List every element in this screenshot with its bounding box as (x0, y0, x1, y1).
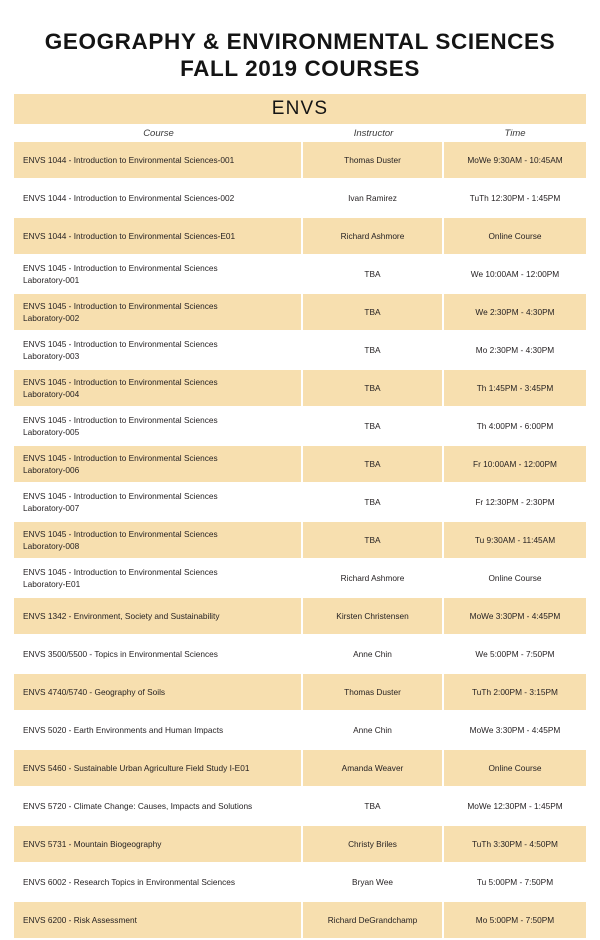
cell-time: Online Course (444, 750, 586, 788)
cell-instructor: Anne Chin (303, 636, 444, 674)
course-title-line-1: ENVS 1045 - Introduction to Environmental Sciences (23, 415, 218, 425)
course-title-line-1: ENVS 1045 - Introduction to Environmental Sciences (23, 377, 218, 387)
cell-instructor: TBA (303, 446, 444, 484)
table-row (14, 826, 586, 864)
course-table (14, 124, 586, 940)
cell-instructor: TBA (303, 408, 444, 446)
cell-course (14, 598, 303, 636)
cell-time: TuTh 3:30PM - 4:50PM (444, 826, 586, 864)
course-title-line-2: Laboratory-007 (23, 503, 80, 513)
table-row (14, 446, 586, 484)
course-title-line-1: ENVS 6002 - Research Topics in Environmental Sciences (23, 877, 235, 887)
cell-course (14, 864, 303, 902)
cell-time: MoWe 9:30AM - 10:45AM (444, 142, 586, 180)
course-title-line-1: ENVS 1044 - Introduction to Environmental Sciences-002 (23, 193, 235, 203)
cell-time: TuTh 12:30PM - 1:45PM (444, 180, 586, 218)
cell-instructor: TBA (303, 484, 444, 522)
course-title-line-1: ENVS 4740/5740 - Geography of Soils (23, 687, 166, 697)
course-title-line-1: ENVS 5020 - Earth Environments and Human Impacts (23, 725, 224, 735)
course-title-line-1: ENVS 1342 - Environment, Society and Sustainability (23, 611, 220, 621)
course-title-line-1: ENVS 5720 - Climate Change: Causes, Impacts and Solutions (23, 801, 253, 811)
cell-instructor: TBA (303, 332, 444, 370)
cell-time: Online Course (444, 218, 586, 256)
cell-course (14, 484, 303, 522)
table-row (14, 256, 586, 294)
cell-time: We 2:30PM - 4:30PM (444, 294, 586, 332)
column-header-time: Time (444, 124, 586, 142)
cell-instructor: Richard DeGrandchamp (303, 902, 444, 940)
cell-time: Tu 5:00PM - 7:50PM (444, 864, 586, 902)
table-row (14, 294, 586, 332)
cell-instructor: Ivan Ramirez (303, 180, 444, 218)
cell-instructor: Bryan Wee (303, 864, 444, 902)
cell-instructor: Kirsten Christensen (303, 598, 444, 636)
course-title-line-1: ENVS 1045 - Introduction to Environmental Sciences (23, 453, 218, 463)
cell-time: We 5:00PM - 7:50PM (444, 636, 586, 674)
course-title-line-2: Laboratory-E01 (23, 579, 81, 589)
course-title-line-2: Laboratory-006 (23, 465, 80, 475)
table-row (14, 408, 586, 446)
cell-course (14, 332, 303, 370)
cell-time: Mo 2:30PM - 4:30PM (444, 332, 586, 370)
cell-course (14, 902, 303, 940)
table-row (14, 332, 586, 370)
cell-instructor: Thomas Duster (303, 142, 444, 180)
table-row (14, 598, 586, 636)
cell-instructor: TBA (303, 788, 444, 826)
course-title-line-1: ENVS 1045 - Introduction to Environmental Sciences (23, 263, 218, 273)
table-row (14, 750, 586, 788)
table-row (14, 712, 586, 750)
cell-time: We 10:00AM - 12:00PM (444, 256, 586, 294)
course-title-line-2: Laboratory-008 (23, 541, 80, 551)
course-table-container (14, 94, 586, 940)
cell-time: MoWe 3:30PM - 4:45PM (444, 598, 586, 636)
course-title-line-2: Laboratory-005 (23, 427, 80, 437)
table-row (14, 864, 586, 902)
cell-course (14, 712, 303, 750)
table-header (14, 124, 586, 142)
course-title-line-1: ENVS 3500/5500 - Topics in Environmental Sciences (23, 649, 218, 659)
table-row (14, 674, 586, 712)
table-row (14, 370, 586, 408)
cell-course (14, 560, 303, 598)
cell-instructor: Christy Briles (303, 826, 444, 864)
table-row (14, 902, 586, 940)
cell-time: MoWe 3:30PM - 4:45PM (444, 712, 586, 750)
table-row (14, 522, 586, 560)
cell-time: MoWe 12:30PM - 1:45PM (444, 788, 586, 826)
course-title-line-2: Laboratory-002 (23, 313, 80, 323)
page-title-line-1: GEOGRAPHY & ENVIRONMENTAL SCIENCES (44, 29, 556, 54)
cell-course (14, 446, 303, 484)
table-row (14, 560, 586, 598)
cell-course (14, 256, 303, 294)
cell-course (14, 826, 303, 864)
course-title-line-2: Laboratory-001 (23, 275, 80, 285)
cell-course (14, 408, 303, 446)
cell-instructor: Amanda Weaver (303, 750, 444, 788)
cell-course (14, 142, 303, 180)
cell-time: Mo 5:00PM - 7:50PM (444, 902, 586, 940)
cell-instructor: TBA (303, 256, 444, 294)
cell-course (14, 750, 303, 788)
table-row (14, 218, 586, 256)
table-row (14, 788, 586, 826)
cell-time: Th 1:45PM - 3:45PM (444, 370, 586, 408)
course-title-line-1: ENVS 1045 - Introduction to Environmental Sciences (23, 491, 218, 501)
cell-course (14, 218, 303, 256)
cell-course (14, 370, 303, 408)
course-title-line-1: ENVS 1045 - Introduction to Environmental Sciences (23, 339, 218, 349)
cell-instructor: TBA (303, 522, 444, 560)
cell-course (14, 180, 303, 218)
cell-instructor: TBA (303, 370, 444, 408)
course-title-line-1: ENVS 5731 - Mountain Biogeography (23, 839, 162, 849)
cell-time: Th 4:00PM - 6:00PM (444, 408, 586, 446)
table-row (14, 142, 586, 180)
cell-instructor: Thomas Duster (303, 674, 444, 712)
course-title-line-1: ENVS 5460 - Sustainable Urban Agriculture Field Study I-E01 (23, 763, 250, 773)
table-header-row (14, 124, 586, 142)
course-title-line-1: ENVS 6200 - Risk Assessment (23, 915, 137, 925)
section-header-envs: ENVS (14, 94, 586, 124)
cell-course (14, 636, 303, 674)
course-title-line-1: ENVS 1044 - Introduction to Environmental Sciences-001 (23, 155, 235, 165)
cell-instructor: Anne Chin (303, 712, 444, 750)
column-header-instructor: Instructor (303, 124, 444, 142)
course-title-line-1: ENVS 1045 - Introduction to Environmental Sciences (23, 301, 218, 311)
table-row (14, 484, 586, 522)
column-header-course: Course (14, 124, 303, 142)
course-title-line-2: Laboratory-004 (23, 389, 80, 399)
course-title-line-1: ENVS 1045 - Introduction to Environmental Sciences (23, 567, 218, 577)
table-row (14, 636, 586, 674)
cell-time: Online Course (444, 560, 586, 598)
cell-time: Tu 9:30AM - 11:45AM (444, 522, 586, 560)
cell-course (14, 788, 303, 826)
cell-course (14, 294, 303, 332)
cell-instructor: TBA (303, 294, 444, 332)
table-row (14, 180, 586, 218)
cell-course (14, 674, 303, 712)
cell-course (14, 522, 303, 560)
table-body (14, 142, 586, 940)
course-title-line-1: ENVS 1044 - Introduction to Environmental Sciences-E01 (23, 231, 236, 241)
cell-instructor: Richard Ashmore (303, 560, 444, 598)
cell-time: Fr 10:00AM - 12:00PM (444, 446, 586, 484)
course-title-line-2: Laboratory-003 (23, 351, 80, 361)
cell-instructor: Richard Ashmore (303, 218, 444, 256)
page-title (0, 0, 600, 82)
cell-time: TuTh 2:00PM - 3:15PM (444, 674, 586, 712)
course-title-line-1: ENVS 1045 - Introduction to Environmental Sciences (23, 529, 218, 539)
page-title-line-2: FALL 2019 COURSES (180, 56, 420, 81)
cell-time: Fr 12:30PM - 2:30PM (444, 484, 586, 522)
